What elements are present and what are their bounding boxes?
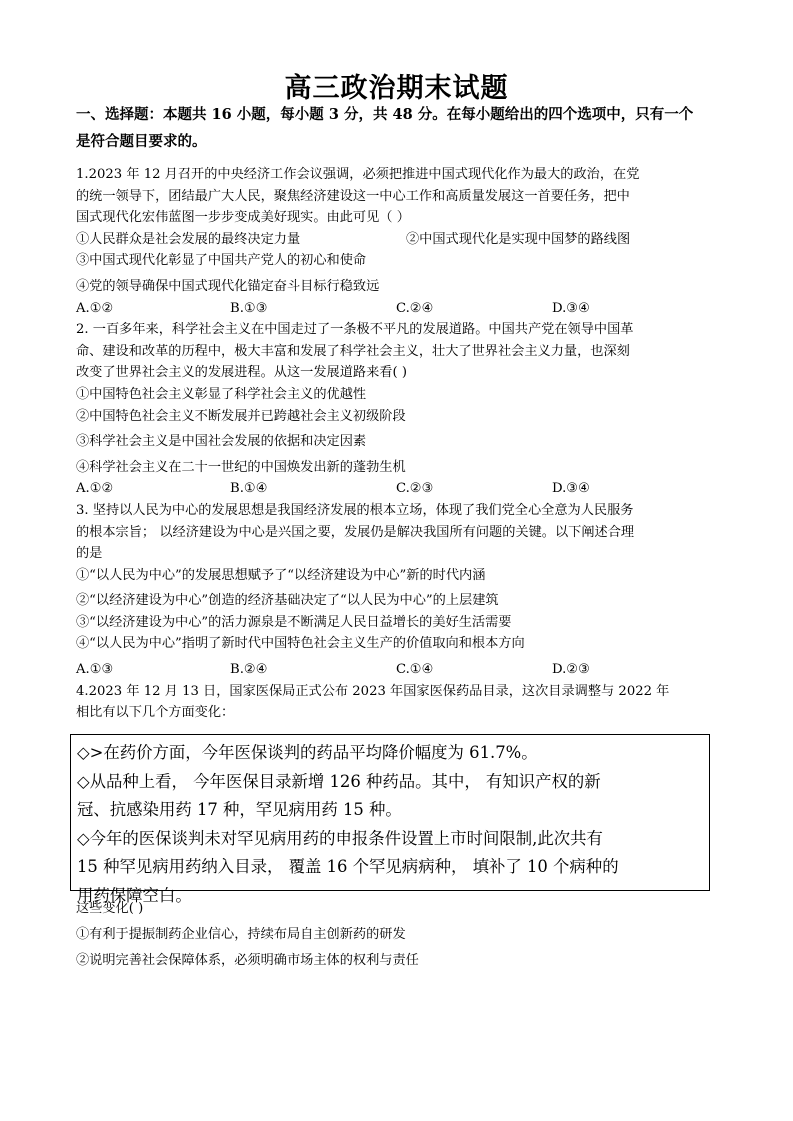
question-1-stem-line: 国式现代化宏伟蓝图一步步变成美好现实。由此可见（ ） [76,210,410,226]
questions-body [76,164,728,724]
question-3-options [76,659,728,681]
material-line: ◇今年的医保谈判未对罕见病用药的申报条件设置上市时间限制,此次共有 [77,828,603,848]
option-b: B.①④ [230,481,268,497]
question-3-stem-line: 3. 坚持以人民为中心的发展思想是我国经济发展的根本立场，体现了我们党全心全意为人民服务 [76,502,634,518]
section-heading-line-2: 是符合题目要求的。 [76,133,207,150]
question-1-stem-line: 1.2023 年 12 月召开的中央经济工作会议强调，必须把推进中国式现代化作为最大的政治，在党 [76,167,640,182]
question-4-continuation [76,896,728,974]
question-2-item-1: ①中国特色社会主义彰显了科学社会主义的优越性 [76,386,367,402]
question-3 [76,500,728,681]
option-c: C.②③ [396,481,434,497]
option-d: D.③④ [552,300,590,316]
material-line: 用药保障空白。 [77,885,192,905]
question-1-item-4: ④党的领导确保中国式现代化锚定奋斗目标行稳致远 [76,278,380,294]
question-1-items-row [76,229,728,251]
question-1-item-2: ②中国式现代化是实现中国梦的路线图 [406,231,631,247]
option-a: A.①② [76,481,114,497]
material-line: ◇>在药价方面，今年医保谈判的药品平均降价幅度为 61.7%。 [77,743,538,762]
question-2-stem-line: 命、建设和改革的历程中，极大丰富和发展了科学社会主义，壮大了世界社会主义力量，也深刻 [76,343,630,359]
question-3-item-2: ②“以经济建设为中心”创造的经济基础决定了“以人民为中心”的上层建筑 [76,593,499,609]
question-1-stem-line: 的统一领导下，团结最广大人民，聚焦经济建设这一中心工作和高质量发展这一首要任务，把中 [76,188,630,204]
question-3-item-4: ④“以人民为中心”指明了新时代中国特色社会主义生产的价值取向和根本方向 [76,636,525,652]
question-4-stem-line: 相比有以下几个方面变化： [76,705,235,721]
question-3-item-3: ③“以经济建设为中心”的活力源泉是不断满足人民日益增长的美好生活需要 [76,614,512,630]
option-c: C.①④ [396,662,434,678]
option-b: B.①③ [230,300,268,316]
question-4-prompt: 这些变化( ) [76,901,144,916]
option-d: D.②③ [552,662,590,678]
question-1 [76,164,728,319]
question-2-options [76,478,728,500]
question-4-item-1: ①有利于提振制药企业信心，持续布局自主创新药的研发 [76,927,406,942]
question-3-stem-line: 的是 [76,546,103,562]
page-title: 高三政治期末试题 [284,73,509,104]
option-c: C.②④ [396,300,434,316]
question-2-item-4: ④科学社会主义在二十一世纪的中国焕发出新的蓬勃生机 [76,459,406,475]
question-3-stem-line: 的根本宗旨； 以经济建设为中心是兴国之要，发展仍是解决我国所有问题的关键。以下阐述合理 [76,524,635,540]
material-line: ◇从品种上看， 今年医保目录新增 126 种药品。其中， 有知识产权的新 [77,771,601,791]
question-1-item-3: ③中国式现代化彰显了中国共产党人的初心和使命 [76,253,367,269]
question-2-stem-line: 2. 一百多年来，科学社会主义在中国走过了一条极不平凡的发展道路。中国共产党在领导中国革 [76,322,634,338]
question-1-options [76,298,728,320]
option-a: A.①② [76,300,114,316]
option-d: D.③④ [552,481,590,497]
question-3-item-1: ①“以人民为中心”的发展思想赋予了“以经济建设为中心”新的时代内涵 [76,567,486,583]
question-2-item-2: ②中国特色社会主义不断发展并已跨越社会主义初级阶段 [76,408,406,424]
question-4-item-2: ②说明完善社会保障体系，必须明确市场主体的权利与责任 [76,953,419,968]
question-1-item-1: ①人民群众是社会发展的最终决定力量 [76,231,301,247]
question-2 [76,319,728,500]
section-heading-line-1: 一、选择题：本题共 16 小题，每小题 3 分，共 48 分。在每小题给出的四个选项中，只有一个 [76,106,694,123]
material-box [70,734,710,905]
material-line: 15 种罕见病用药纳入目录， 覆盖 16 个罕见病病种， 填补了 10 个病种的 [77,857,619,877]
question-4 [76,681,728,724]
option-b: B.②④ [230,662,268,678]
material-line: 冠、抗感染用药 17 种，罕见病用药 15 种。 [77,800,402,820]
option-a: A.①③ [76,662,114,678]
section-heading [76,101,726,155]
question-4-stem-line: 4.2023 年 12 月 13 日，国家医保局正式公布 2023 年国家医保药品目录，这次目录调整与 2022 年 [76,683,670,699]
question-2-item-3: ③科学社会主义是中国社会发展的依据和决定因素 [76,434,367,450]
question-2-stem-line: 改变了世界社会主义的发展进程。从这一发展道路来看( ) [76,365,407,381]
